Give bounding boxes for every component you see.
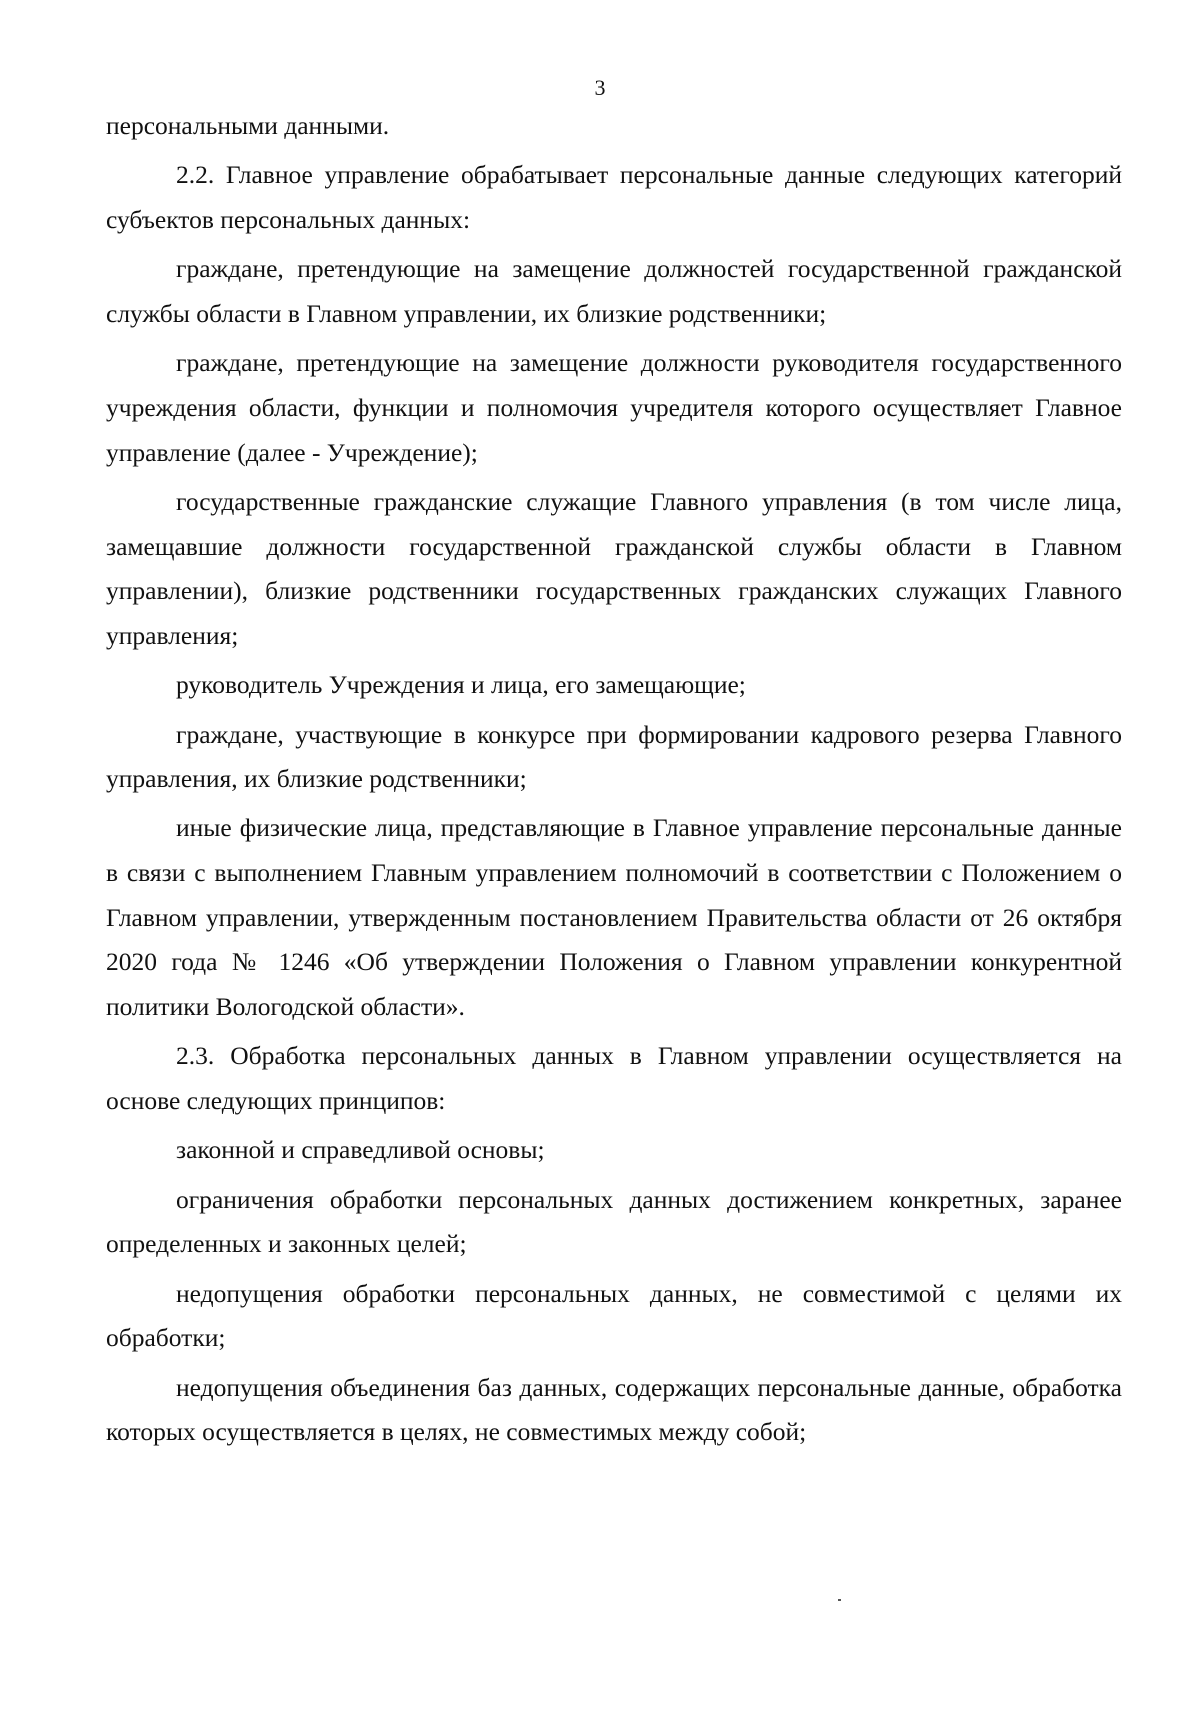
paragraph-category-institution-head: руководитель Учреждения и лица, его замещающие;	[176, 670, 746, 700]
page-number: 3	[594, 75, 606, 100]
document-body	[106, 104, 1122, 1460]
paragraph-category-reserve-competition: граждане, участвующие в конкурсе при формировании кадрового резерва Главного управления, их близкие родственники;	[106, 719, 1122, 794]
paragraph-principle-no-database-merge: недопущения объединения баз данных, содержащих персональные данные, обработка которых осуществляется в целях, не совместимых между собой;	[106, 1372, 1122, 1447]
paragraph-principle-compatible-processing: недопущения обработки персональных данных, не совместимой с целями их обработки;	[106, 1278, 1122, 1353]
paragraph-category-candidates-institution-head: граждане, претендующие на замещение должности руководителя государственного учреждения области, функции и полномочия учредителя которого осуществляет Главное управление (далее - Учреждение);	[106, 348, 1122, 467]
paragraph-category-candidates-civil-service: граждане, претендующие на замещение должностей государственной гражданской службы области в Главном управлении, их близкие родственники;	[106, 254, 1122, 328]
paragraph-continuation: персональными данными.	[106, 111, 390, 140]
paragraph-2-3: 2.3. Обработка персональных данных в Главном управлении осуществляется на основе следующих принципов:	[106, 1041, 1122, 1115]
paragraph-2-2: 2.2. Главное управление обрабатывает персональные данные следующих категорий субъектов персональных данных:	[106, 160, 1122, 234]
paragraph-category-other-individuals: иные физические лица, представляющие в Главное управление персональные данные в связи с выполнением Главным управлением полномочий в соответствии с Положением о Главном управлении, утвержденным постановлением Правительства области от 26 октября 2020 года № 1246 «Об утверждении Положения о Главном управлении конкурентной политики Вологодской области».	[106, 813, 1122, 1021]
paragraph-principle-purpose-limitation: ограничения обработки персональных данных достижением конкретных, заранее определенных и законных целей;	[106, 1184, 1122, 1259]
paragraph-principle-lawful-basis: законной и справедливой основы;	[176, 1135, 545, 1165]
scan-speck	[838, 1599, 841, 1601]
paragraph-category-civil-servants: государственные гражданские служащие Главного управления (в том числе лица, замещавшие должности государственной гражданской службы области в Главном управлении), близкие родственники государственных гражданских служащих Главного управления;	[106, 486, 1122, 650]
